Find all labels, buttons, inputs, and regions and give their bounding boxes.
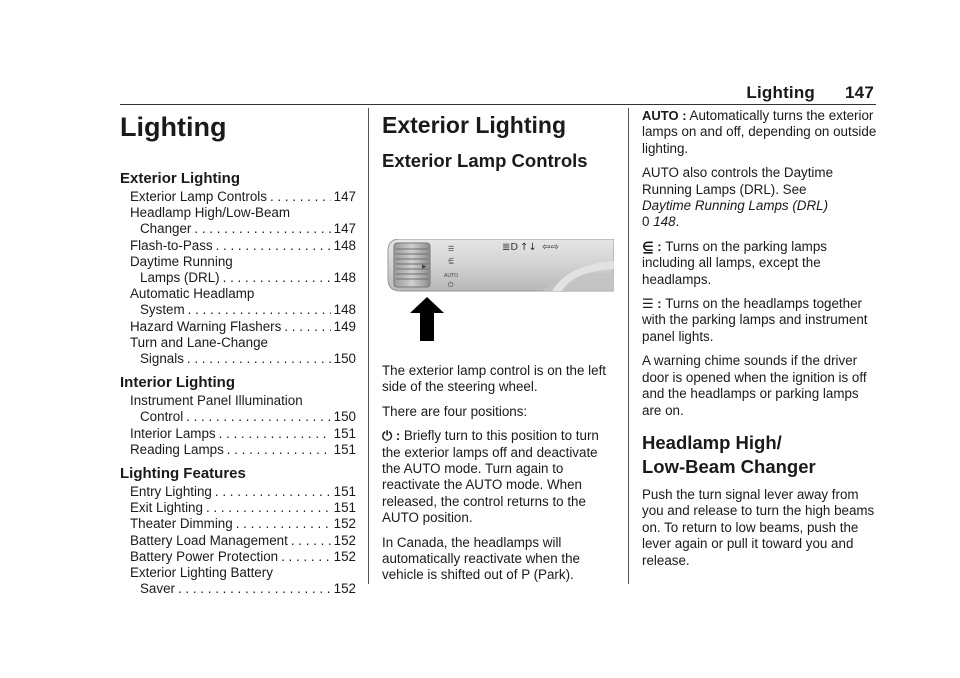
toc-entry-title: Hazard Warning Flashers [130,318,282,334]
drl-reference-text: AUTO also controls the Daytime Running Lamps (DRL). See Daytime Running Lamps (DRL) 0 148. [642,165,834,230]
main-column [382,108,612,592]
auto-mode-label: AUTO [444,273,459,279]
toc-entry-title: Reading Lamps [130,441,224,457]
toc-leader-dots [227,442,331,458]
parking-lamps-text: ⋸ : Turns on the parking lamps including all lamps, except the headlamps. [642,238,827,287]
header-rule [120,104,876,105]
toc-list [120,189,356,367]
toc-entry[interactable] [120,581,356,597]
toc-entry[interactable] [120,238,356,254]
canada-text: In Canada, the headlamps will automatically reactivate when the vehicle is shifted out of P (Park). [382,534,580,583]
toc-entry-title: Flash-to-Pass [130,237,213,253]
auto-position-text: AUTO : Automatically turns the exterior lamps on and off, depending on outside lighting. [642,108,877,156]
toc-leader-dots [284,319,330,335]
toc-entry[interactable] [120,516,356,532]
subsection-heading: Exterior Lamp Controls [382,150,588,171]
headlamp-icon: ☰ [448,245,455,253]
toc-entry[interactable] [120,254,356,270]
toc-entry-page: 152 [333,516,356,532]
toc-leader-dots [223,270,331,286]
toc-entry[interactable] [120,270,356,286]
toc-section-heading[interactable]: Lighting Features [120,465,246,483]
toc-leader-dots [219,426,331,442]
turn-arrows-icon: ⇦⇨ [542,242,559,253]
toc-entry-page: 151 [333,441,356,457]
toc-entry-title: Exterior Lamp Controls [130,189,267,204]
toc-entry-title: Instrument Panel Illumination [130,393,303,409]
column-divider-2 [628,108,629,584]
parking-lamp-icon: ⋸ [448,257,455,265]
toc-leader-dots [215,484,331,500]
toc-entry[interactable] [120,533,356,549]
toc-entry-page: 152 [333,581,356,597]
toc-entry-title: Automatic Headlamp [130,286,255,302]
toc-entry[interactable] [120,500,356,516]
toc-column [120,108,356,597]
toc-leader-dots [194,221,330,237]
running-head [746,83,874,103]
toc-entry[interactable] [120,189,356,205]
toc-leader-dots [188,302,331,318]
toc-entry-title: System [140,302,185,318]
high-low-beam-text: Push the turn signal lever away from you and release to turn the high beams on. To return to low beams, push the lever again or pull it toward you and release. [642,486,875,568]
toc-entry[interactable] [120,442,356,458]
toc-entry-title: Theater Dimming [130,516,233,532]
toc-entry-title: Entry Lighting [130,484,212,500]
toc-entry-title: Interior Lamps [130,425,216,441]
toc-entry[interactable] [120,302,356,318]
toc-entry[interactable] [120,319,356,335]
toc-entry-page: 151 [333,425,356,441]
toc-section-heading[interactable]: Exterior Lighting [120,170,240,187]
high-beam-icon: ≣D [502,242,519,253]
toc-entry-title: Saver [140,581,175,597]
toc-entry[interactable] [120,393,356,409]
toc-body [120,169,356,597]
flash-arrows-icon: ↑↓ [520,242,537,253]
warning-chime-text: A warning chime sounds if the driver door is opened when the ignition is off and the headlamps or parking lamps are on. [642,353,867,418]
toc-leader-dots [236,516,331,532]
headlamps-text: ☰ : Turns on the headlamps together with the parking lamps and instrument panel lights. [642,296,868,344]
toc-leader-dots [206,500,331,516]
page-reference-icon: 0 [642,214,650,230]
toc-entry-title: Lamps (DRL) [140,270,220,286]
off-position-text: ⏻ : Briefly turn to this position to turn the exterior lamps off and deactivate the AUTO mode. Turn again to reactivate the AUTO mode. When released, the control returns to the AUTO position. [382,428,599,526]
toc-entry-page: 147 [333,189,356,204]
toc-entry[interactable] [120,221,356,237]
toc-entry-page: 151 [333,484,356,500]
drl-page-link[interactable]: 148 [653,214,676,230]
toc-entry-title: Signals [140,351,184,367]
toc-section-heading[interactable]: Interior Lighting [120,374,235,392]
parking-lamp-icon: ⋸ [642,238,654,254]
right-column [642,108,878,577]
toc-entry-page: 147 [333,221,356,237]
toc-leader-dots [216,238,331,254]
toc-entry[interactable] [120,549,356,565]
toc-entry-page: 152 [333,532,356,548]
arrow-up-icon [410,297,444,341]
drl-reference-link[interactable]: Daytime Running Lamps (DRL) [642,198,829,214]
power-icon: ⏻ [448,281,454,289]
toc-leader-dots [186,409,330,425]
toc-entry-title: Battery Power Protection [130,548,279,564]
toc-entry-page: 152 [333,548,356,564]
toc-entry[interactable] [120,335,356,351]
toc-entry-title: Exterior Lighting Battery [130,565,273,581]
toc-entry[interactable] [120,426,356,442]
toc-entry-page: 150 [333,409,356,425]
toc-entry-page: 148 [333,237,356,253]
toc-entry-page: 148 [333,302,356,318]
toc-entry-title: Battery Load Management [130,532,288,548]
lamp-control-location-text: The exterior lamp control is on the left side of the steering wheel. [382,363,607,395]
toc-leader-dots [291,533,331,549]
toc-entry[interactable] [120,484,356,500]
toc-entry[interactable] [120,205,356,221]
toc-entry-page: 151 [333,500,356,516]
toc-entry[interactable] [120,286,356,302]
toc-entry-title: Daytime Running [130,253,233,269]
toc-entry[interactable] [120,565,356,581]
high-low-beam-heading: Headlamp High/ Low-Beam Changer [642,431,816,477]
positions-intro-text: There are four positions: [382,403,528,419]
toc-entry-title: Headlamp High/Low-Beam [130,205,291,221]
running-head-section: Lighting [746,83,816,102]
toc-entry-page: 148 [333,270,356,286]
toc-entry-title: Turn and Lane-Change [130,334,268,350]
toc-entry-page: 149 [333,318,356,334]
toc-leader-dots [178,581,331,597]
toc-leader-dots [187,351,331,367]
toc-leader-dots [281,549,331,565]
toc-list [120,484,356,597]
lamp-control-figure [382,239,614,341]
toc-title: Lighting [120,112,227,142]
page-number: 147 [845,83,874,102]
headlamp-icon: ☰ [642,296,654,312]
toc-list [120,393,356,458]
toc-entry[interactable] [120,351,356,367]
toc-entry-title: Exit Lighting [130,500,203,516]
toc-leader-dots [270,189,331,205]
toc-entry-page: 150 [333,351,356,367]
position-marker-icon: ▸ [422,262,427,272]
toc-entry-title: Changer [140,221,192,237]
toc-entry[interactable] [120,409,356,425]
toc-entry-title: Control [140,409,184,425]
column-divider-1 [368,108,369,584]
section-heading: Exterior Lighting [382,112,566,138]
power-icon: ⏻ [382,428,393,444]
